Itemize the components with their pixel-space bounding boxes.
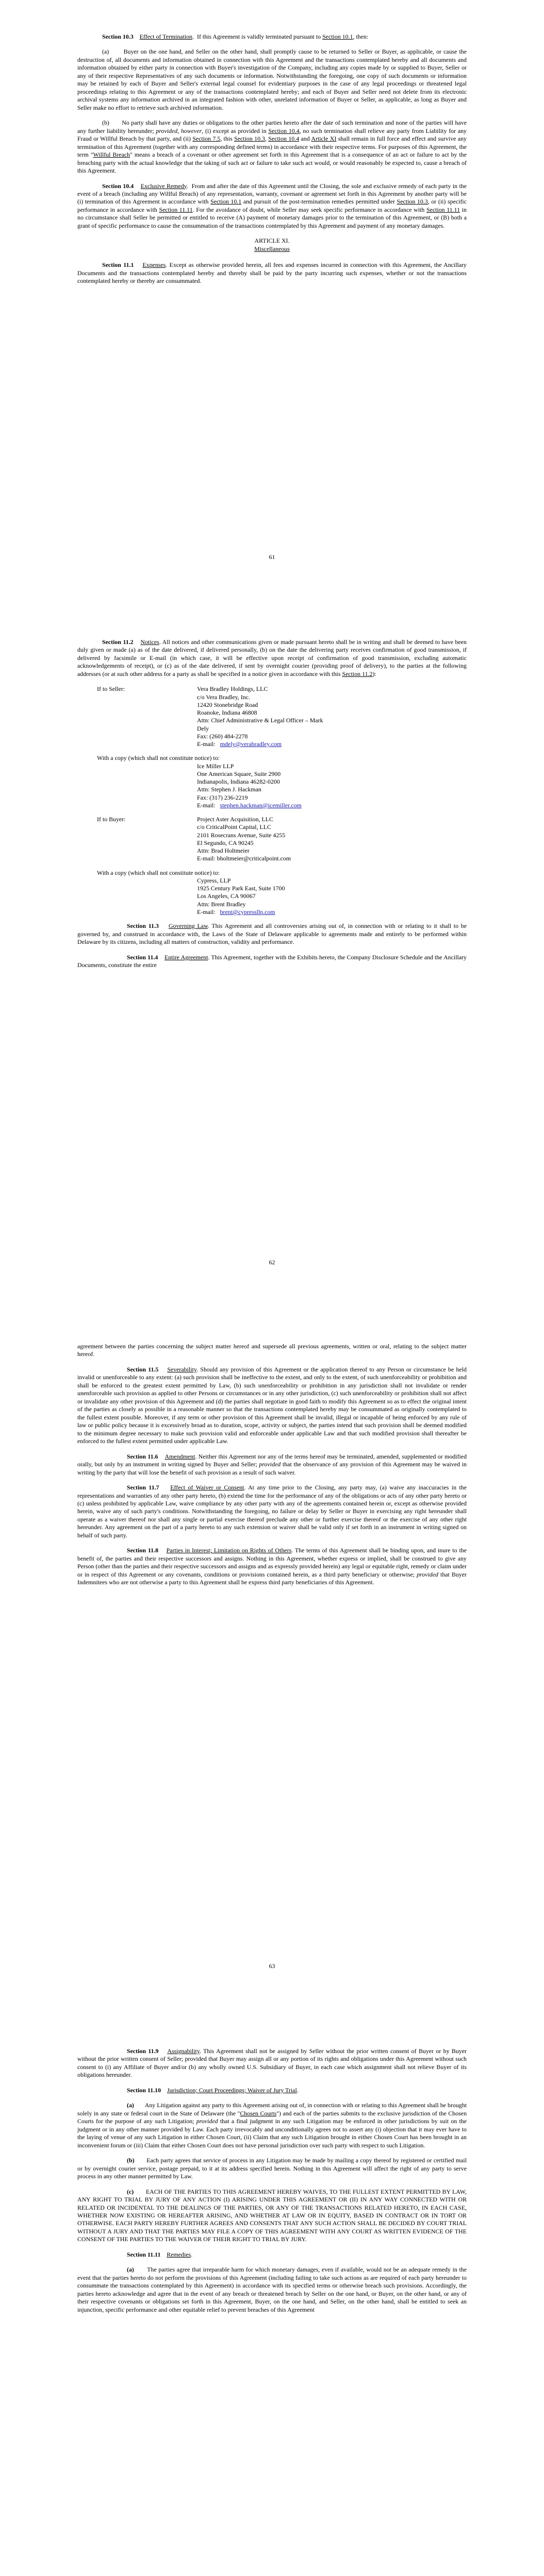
section-text: . This Agreement and all controversies arising out of, in connection with or relating to it shall to be governed by, and construed in accordance with, the Laws of the State of Delaware applicable to agreements made and entirely to be performed within Delaware by its citizens, including all matters of construction, validity and performance.: [77, 922, 467, 946]
clause-text: and: [301, 135, 310, 143]
address-line: Project Aster Acquisition, LLC: [197, 816, 273, 823]
section-text: . This Agreement shall not be assigned by Seller without the prior written consent of Buyer or by Buyer without the prior written consent of Seller; provided that Buyer may assign all or any portion of its rights and obligations under this Agreement without such consent to (i) any Affiliate of Buyer and/or (b) any wholly owned U.S. Subsidiary of Buyer, in each case which assignment shall not relieve Buyer of its obligations hereunder.: [77, 2047, 467, 2079]
section-text: that the observance of any provision of this Agreement may be waived in writing by the party that will lose the benefit of such provision as a result of such waiver.: [77, 1461, 467, 1476]
cross-reference: Section 10.1: [322, 33, 353, 40]
clause-text: , (i) except as provided in: [202, 127, 267, 134]
section-11-8: [77, 1547, 467, 1586]
notice-address: [77, 762, 467, 809]
section-number: Section 11.3: [127, 922, 159, 930]
section-text: . This Agreement, together with the Exhibits hereto, the Company Disclosure Schedule and the Ancillary Documents, constitute the entire: [77, 953, 467, 969]
section-title: Entire Agreement: [164, 953, 208, 961]
section-number: Section 11.8: [127, 1547, 159, 1554]
address-line: Vera Bradley Holdings, LLC: [197, 685, 268, 693]
email-line: [197, 908, 467, 916]
section-title: Severability: [167, 1365, 196, 1373]
section-title: Effect of Waiver or Consent: [170, 1484, 244, 1492]
section-11-6: [77, 1453, 467, 1477]
notice-address: [197, 816, 467, 862]
section-number: Section 11.11: [127, 2250, 161, 2258]
section-text: . All notices and other communications given or made pursuant hereto shall be in writing and shall be deemed to have been duly given or made (a) as of the date delivered, if delivered personally, (b) on the date the delivering party receives confirmation of good transmission, if delivered by facsimile or E-mail (in which case, it will be effective upon receipt of confirmation of good transmission, excluding automatic acknowledgements of receipt), or (c) as of the date delivered, if sent by overnight courier (providing proof of delivery), to the parties at the following addresses (or at such other address for a party as shall be specified in a notice given in accordance with this: [77, 638, 467, 677]
notice-address: [197, 685, 467, 748]
clause-text: ") and each of the parties submits to the exclusive jurisdiction of the Chosen Courts for the purpose of any such Litigation;: [77, 2109, 467, 2125]
address-line: 2101 Rosecrans Avenue, Suite 4255: [197, 831, 286, 839]
notice-address: [77, 877, 467, 916]
section-text: , then:: [353, 33, 369, 40]
section-number: Section 11.5: [127, 1365, 159, 1373]
notice-label: With a copy (which shall not constitute notice) to:: [97, 754, 220, 762]
proviso: provided: [259, 1461, 281, 1468]
notice-copy-buyer: [77, 869, 467, 917]
email-label: E-mail:: [197, 801, 216, 809]
section-title: Parties in Interest; Limitation on Rights of Others: [166, 1547, 292, 1554]
section-text: . Except as otherwise provided herein, all fees and expenses incurred in connection with this Agreement, the Ancillary Documents and the transactions contemplated hereby and thereby shall be paid by the party incurring such expenses, whether or not the transactions contemplated hereby or thereby are consummated.: [77, 261, 467, 285]
section-text: that Buyer Indemnitees who are not otherwise a party to this Agreement shall be express third party beneficiaries of this Agreement.: [77, 1570, 467, 1586]
section-text: . For the avoidance of doubt, while Seller may seek specific performance in accordance with: [192, 206, 425, 213]
clause-text: Each party agrees that service of process in any Litigation may be made by mailing a copy thereof by registered or certified mail or by overnight courier service, postage prepaid, to it at its address specified herein. Nothing in this Agreement will affect the right of any party to serve process in any other manner permitted by Law.: [77, 2157, 467, 2180]
section-10-4: Section 10.4 Exclusive Remedy. From and after the date of this Agreement until the Closing, the sole and exclusive remedy of each party in the event of a breach (including any Willful Breach) of any representation, warranty, covenant or agreement set forth in this Agreement by another party will be (i) termination of this Agreement in accordance with Section 10.1 and pursuit of the post-termination remedies permitted under Section 10.3, or (ii) specific performance in accordance with Section 11.11. For the avoidance of doubt, while Seller may seek specific performance in accordance with Section 11.11 in no circumstance shall Seller be permitted or entitled to receive (A) payment of monetary damages prior to the termination of this Agreement, or (B) both a grant of specific performance to cause the consummation of the transactions contemplated by this Agreement and payment of any monetary damages.: [77, 182, 467, 229]
defined-term: Willful Breach: [93, 151, 130, 159]
cross-reference: Section 10.3: [397, 198, 428, 206]
clause-text: Buyer on the one hand, and Seller on the other hand, shall promptly cause to be returned to Seller or Buyer, as applicable, or cause the destruction of, all documents and information obtained in connection with this Agreement and the transactions contemplated hereby and all documents and information obtained by either party in connection with Buyer's investigation of the Company, including any copies made by or supplied to Buyer, Seller or any of their respective Representatives of any such documents or information. Notwithstanding the foregoing, one copy of such documents or information may be retained by each of Buyer and Seller's external legal counsel for evidentiary purposes in the case of any legal proceedings or threatened legal proceedings relating to this Agreement or any of the transactions contemplated hereby; and each of Buyer and Seller need not delete from its electronic archival systems any information archived in an integrated fashion with other, unrelated information of Buyer or Seller, as applicable, as long as Buyer and Seller make no effort to retrieve such archived information.: [77, 48, 467, 111]
section-number: Section 10.3: [102, 33, 134, 40]
section-10-3-intro: Section 10.3 Effect of Termination. If this Agreement is validly terminated pursuant to Section 10.1, then:: [102, 33, 369, 40]
section-10-3-a: [77, 48, 467, 112]
address-line: Attn: Brent Bradley: [197, 900, 246, 908]
cross-reference: Section 10.4: [268, 135, 300, 143]
clause-text: that a final judgment in any such Litigation may be enforced in other jurisdictions by suit on the judgment or in any other manner provided by Law. Each party irrevocably and unconditionally agrees not to assert any (i) objection that it may ever have to the laying of venue of any such Litigation in either Chosen Court, (ii) Claim that any such Litigation brought in either Chosen Court has been brought in an inconvenient forum or (iii) Claim that either Chosen Court does not have personal jurisdiction over such party with respect to such Litigation.: [77, 2117, 467, 2149]
address-line: Dely: [197, 724, 209, 732]
section-title: Notices: [140, 638, 159, 646]
clause-text: No party shall have any duties or obligations to the other parties hereto after the date of such termination and none of the parties will have any further liability hereunder;: [77, 119, 467, 134]
section-title: Remedies: [167, 2250, 191, 2258]
clause-text: , no such termination shall relieve any party from Liability for any Fraud or Willful Breach by that party, and (ii): [77, 127, 467, 143]
email-label: E-mail:: [197, 908, 216, 916]
page-number: 62: [269, 1258, 275, 1266]
page-62: [0, 595, 544, 1300]
section-11-10-a: [77, 2102, 467, 2149]
article-title: Miscellaneous: [254, 245, 290, 252]
cross-reference: Section 10.4: [268, 127, 300, 134]
page-63: [0, 1300, 544, 2004]
clause-label: (a): [127, 2102, 134, 2109]
section-number: Section 11.1: [102, 261, 134, 269]
clause-text: , this: [220, 135, 233, 143]
address-line: Roanoke, Indiana 46808: [197, 709, 257, 717]
section-11-4: [77, 954, 467, 970]
section-number: Section 11.6: [127, 1452, 158, 1460]
address-line: One American Square, Suite 2900: [197, 770, 281, 777]
clause-label: (c): [127, 2188, 134, 2195]
section-title: Expenses: [142, 261, 166, 269]
section-title: Amendment: [164, 1452, 195, 1460]
section-number: Section 10.4: [102, 182, 134, 190]
address-line: Cypress, LLP: [197, 876, 231, 884]
defined-term: Chosen Courts: [240, 2109, 277, 2117]
cross-reference: Section 11.2: [342, 670, 373, 677]
email-link[interactable]: mdely@verabradley.com: [220, 740, 282, 748]
section-text: ):: [372, 670, 376, 677]
notice-label: If to Seller:: [97, 685, 125, 693]
clause-label: (a): [102, 48, 109, 56]
email-link[interactable]: stephen.hackman@icemiller.com: [220, 801, 302, 809]
section-number: Section 11.2: [102, 638, 134, 646]
address-line: 12420 Stonebridge Road: [197, 701, 258, 708]
proviso: provided: [417, 1570, 438, 1578]
section-11-10-heading: Section 11.10 Jurisdiction; Court Proceedings; Waiver of Jury Trial.: [127, 2086, 299, 2094]
address-line: Ice Miller LLP: [197, 762, 234, 770]
cross-reference: Section 10.3: [234, 135, 265, 143]
notice-label: If to Buyer:: [97, 816, 126, 823]
section-11-11-a: [77, 2266, 467, 2314]
email-label: E-mail:: [197, 740, 216, 748]
address-line: Attn: Chief Administrative & Legal Officer – Mark: [197, 717, 323, 724]
clause-text: shall remain in full force and effect and survive any termination of this Agreement (together with any corresponding defined terms) in accordance with their respective terms. For purposes of this Agreement, the term ": [77, 135, 467, 159]
section-number: Section 11.9: [127, 2047, 159, 2055]
section-11-10-b: [77, 2157, 467, 2180]
cross-reference: Article XI: [311, 135, 337, 143]
address-line: Attn: Stephen J. Hackman: [197, 786, 261, 793]
section-text: and pursuit of the post-termination remedies permitted under: [243, 198, 395, 206]
address-line: 1925 Century Park East, Suite 1700: [197, 885, 285, 892]
section-title: Governing Law: [168, 922, 208, 930]
notice-buyer: [77, 816, 467, 862]
page-61: [0, 0, 544, 595]
section-title: Effect of Termination: [139, 33, 193, 40]
notice-label: With a copy (which shall not constitute notice) to:: [97, 869, 220, 876]
clause-text: EACH OF THE PARTIES TO THIS AGREEMENT HEREBY WAIVES, TO THE FULLEST EXTENT PERMITTED BY LAW, ANY RIGHT TO TRIAL BY JURY OF ANY ACTION (I) ARISING UNDER THIS AGREEMENT OR (II) IN ANY WAY CONNECTED WITH OR RELATED OR INCIDENTAL TO THE DEALINGS OF THE PARTIES, OR ANY OF THE TRANSACTIONS RELATED HERETO, IN EACH CASE, WHETHER NOW EXISTING OR HEREAFTER ARISING, AND WHETHER AT LAW OR IN EQUITY, BASED IN CONTRACT OR IN TORT OR OTHERWISE. EACH PARTY HEREBY FURTHER AGREES AND CONSENTS THAT ANY SUCH ACTION SHALL BE DECIDED BY COURT TRIAL WITHOUT A JURY AND THAT THE PARTIES MAY FILE A COPY OF THIS AGREEMENT WITH ANY COURT AS WRITTEN EVIDENCE OF THE CONSENT OF THE PARTIES TO THE WAIVER OF THEIR RIGHT TO TRIAL BY JURY.: [77, 2188, 467, 2243]
email-line: [197, 802, 467, 809]
article-number: ARTICLE XI.: [254, 237, 290, 245]
section-text: . Neither this Agreement nor any of the terms hereof may be terminated, amended, supplemented or modified orally, but only by an instrument in writing signed by Buyer and Seller;: [77, 1452, 467, 1468]
section-11-9: [77, 2047, 467, 2079]
address-line: c/o CriticalPoint Capital, LLC: [197, 823, 271, 831]
clause-label: (b): [102, 119, 109, 127]
clause-label: (b): [127, 2157, 135, 2164]
section-11-1: [77, 261, 467, 285]
section-text: If this Agreement is validly terminated pursuant to: [197, 33, 321, 40]
notice-copy-seller: [77, 754, 467, 809]
address-line: Fax: (317) 236-2219: [197, 793, 248, 801]
section-11-3: [77, 922, 467, 946]
email-line: [197, 740, 467, 748]
address-line: Los Angeles, CA 90067: [197, 892, 256, 900]
page-64: [0, 2004, 544, 2576]
address-line: Fax: (260) 484-2278: [197, 732, 248, 740]
address-line: c/o Vera Bradley, Inc.: [197, 693, 251, 701]
section-text: . At any time prior to the Closing, any party may, (a) waive any inaccuracies in the representations and warranties of any other party hereto, (b) extend the time for the performance of any of the obligations or acts of any other party hereto or (c) unless prohibited by applicable Law, waive compliance by any other party with any of the agreements contained herein or, except as otherwise provided herein, waive any of such party's conditions. Notwithstanding the foregoing, no failure or delay by Seller or Buyer in exercising any right hereunder shall operate as a waiver thereof nor shall any single or partial exercise thereof preclude any other or further exercise thereof or the exercise of any other right hereunder. Any agreement on the part of a party hereto to any such extension or waiver shall be valid only if set forth in an instrument in writing signed on behalf of such party.: [77, 1484, 467, 1539]
clause-text: " means a breach of a covenant or other agreement set forth in this Agreement that is a consequence of an act or failure to act by the breaching party with the actual knowledge that the taking of such act or failure to take such act would, or would reasonably be expected to, cause a breach of this Agreement.: [77, 151, 467, 175]
section-11-5: [77, 1366, 467, 1446]
section-text: . The terms of this Agreement shall be binding upon, and inure to the benefit of, the parties and their respective successors and assigns. Nothing in this Agreement, whether express or implied, shall be construed to give any Person (other than the parties and their respective successors and assigns and as expressly provided herein) any legal or equitable right, remedy or claim under or in respect of this Agreement or any covenants, conditions or provisions contained herein, as a third party beneficiary or otherwise;: [77, 1547, 467, 1578]
clause-text: Any Litigation against any party to this Agreement arising out of, in connection with or relating to this Agreement shall be brought solely in any state or federal court in the State of Delaware (the ": [77, 2102, 467, 2117]
notice-seller: [77, 685, 467, 748]
section-text: , or (ii) specific performance in accordance with: [77, 198, 467, 213]
cross-reference: Section 11.11: [426, 206, 460, 213]
section-text: From and after the date of this Agreement until the Closing, the sole and exclusive remedy of each party in the event of a breach (including any Willful Breach) of any representation, warranty, covenant or agreement set forth in this Agreement by another party will be (i) termination of this Agreement in accordance with: [77, 182, 467, 206]
section-title: Jurisdiction; Court Proceedings; Waiver of Jury Trial: [167, 2086, 297, 2094]
clause-text: The parties agree that irreparable harm for which monetary damages, even if available, would not be an adequate remedy in the event that the parties hereto do not perform the provisions of this Agreement (including failing to take such actions as are required of each party hereunder to consummate the transactions contemplated by this Agreement) in accordance with its specified terms or otherwise breach such provisions. Accordingly, the parties hereto acknowledge and agree that in the event of any breach or threatened breach by Seller on the one hand, or Buyer, on the other hand, or any of their respective covenants or obligations set forth in this Agreement, Buyer, on the one hand, and Seller, on the other hand, shall be entitled to seek an injunction, specific performance and other equitable relief to prevent breaches of this Agreement: [77, 2266, 467, 2313]
address-line: Indianapolis, Indiana 46282-0200: [197, 778, 280, 786]
address-line: Attn: Brad Holtmeier: [197, 847, 250, 855]
section-11-11-heading: Section 11.11 Remedies.: [127, 2250, 193, 2258]
page-number: 61: [269, 553, 275, 561]
article-heading: [77, 237, 467, 253]
section-text: in no circumstance shall Seller be permitted or entitled to receive (A) payment of monetary damages prior to the termination of this Agreement, or (B) both a grant of specific performance to cause the consummation of the transactions contemplated by this Agreement and payment of any monetary damages.: [77, 206, 467, 229]
cross-reference: Section 7.5: [192, 135, 221, 143]
section-11-10-c: [77, 2188, 467, 2244]
section-11-4-continued: agreement between the parties concerning the subject matter hereof and supersede all previous agreements, written or oral, relating to the subject matter hereof.: [77, 1343, 467, 1358]
section-number: Section 11.4: [127, 953, 158, 961]
cross-reference: Section 11.11: [159, 206, 193, 213]
section-number: Section 11.7: [127, 1484, 159, 1492]
clause-text: ,: [265, 135, 267, 143]
section-11-2: [77, 638, 467, 678]
section-title: Assignability: [167, 2047, 200, 2055]
section-10-3-b: [77, 119, 467, 175]
clause-label: (a): [127, 2266, 134, 2274]
email-link[interactable]: brent@cypressllp.com: [220, 908, 275, 916]
proviso: provided: [196, 2117, 218, 2125]
section-text: . Should any provision of this Agreement or the application thereof to any Person or circumstance be held invalid or unenforceable to any extent: (a) such provision shall be ineffective to the extent, and only to the extent, of such unenforceability or prohibition and shall be enforced to the greatest extent permitted by Law, (b) such unenforceability or prohibition in any jurisdiction shall not invalidate or render unenforceable such provision as applied to other Persons or circumstances or in any other jurisdiction, (c) such unenforceability or prohibition shall not affect or invalidate any other provision of this Agreement and (d) the parties shall negotiate in good faith to modify this Agreement so as to effect the original intent of the parties as closely as possible in a reasonable manner so that the transactions contemplated hereby may be consummated as originally contemplated to the fullest extent possible. Moreover, if any term or other provision of this Agreement shall be invalid, illegal or incapable of being enforced by any rule of law or public policy because it is excessively broad as to duration, scope, activity or subject, the parties intend that such provision shall be deemed modified to the minimum degree necessary to make such provision valid and enforceable under applicable Law and that such modified provision shall thereafter be enforced to the fullest extent permitted under applicable Law.: [77, 1365, 467, 1445]
page-number: 63: [269, 1962, 275, 1970]
address-line: E-mail: bholtmeier@criticalpoint.com: [197, 855, 291, 862]
section-number: Section 11.10: [127, 2086, 161, 2094]
section-title: Exclusive Remedy: [140, 182, 187, 190]
proviso: provided, however: [156, 127, 202, 134]
cross-reference: Section 10.1: [210, 198, 242, 206]
address-line: El Segundo, CA 90245: [197, 839, 254, 846]
section-11-7: [77, 1484, 467, 1539]
